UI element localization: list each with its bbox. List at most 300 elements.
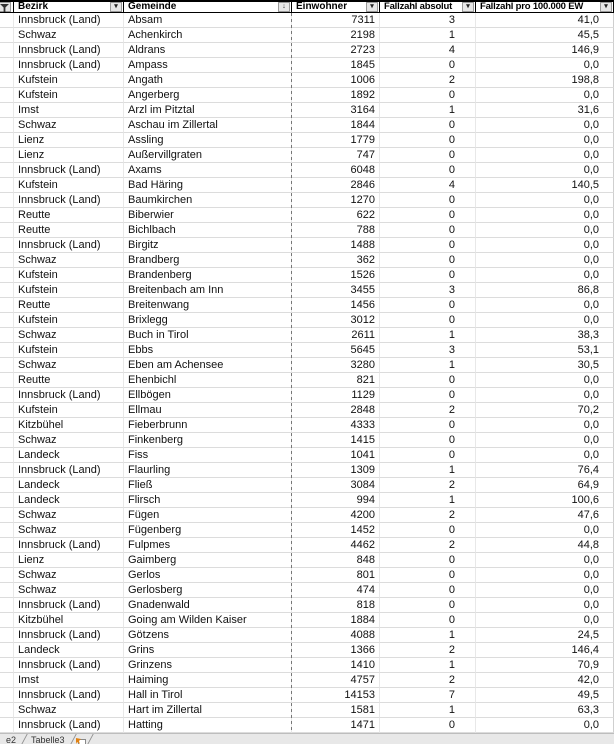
cell-einwohner[interactable]: 5645	[292, 343, 380, 358]
cell-fallzahl-pro-100000-ew[interactable]: 0,0	[476, 223, 614, 238]
cell-einwohner[interactable]: 818	[292, 598, 380, 613]
cell-fallzahl-pro-100000-ew[interactable]: 0,0	[476, 193, 614, 208]
cell-stub[interactable]	[0, 643, 14, 658]
cell-fallzahl-absolut[interactable]: 1	[380, 658, 476, 673]
cell-bezirk[interactable]: Innsbruck (Land)	[14, 688, 124, 703]
cell-fallzahl-pro-100000-ew[interactable]: 0,0	[476, 88, 614, 103]
cell-gemeinde[interactable]: Gaimberg	[124, 553, 292, 568]
cell-fallzahl-absolut[interactable]: 0	[380, 718, 476, 733]
cell-stub[interactable]	[0, 343, 14, 358]
cell-stub[interactable]	[0, 703, 14, 718]
cell-fallzahl-pro-100000-ew[interactable]: 0,0	[476, 613, 614, 628]
table-row	[0, 568, 614, 583]
cell-bezirk[interactable]: Kufstein	[14, 283, 124, 298]
cell-gemeinde[interactable]: Ellmau	[124, 403, 292, 418]
insert-sheet-icon[interactable]	[76, 735, 86, 744]
cell-fallzahl-absolut[interactable]: 0	[380, 58, 476, 73]
cell-einwohner[interactable]: 1452	[292, 523, 380, 538]
cell-einwohner[interactable]: 1884	[292, 613, 380, 628]
cell-gemeinde[interactable]: Gnadenwald	[124, 598, 292, 613]
cell-gemeinde[interactable]: Eben am Achensee	[124, 358, 292, 373]
cell-fallzahl-absolut[interactable]: 0	[380, 388, 476, 403]
cell-fallzahl-pro-100000-ew[interactable]: 140,5	[476, 178, 614, 193]
cell-fallzahl-absolut[interactable]: 0	[380, 253, 476, 268]
cell-bezirk[interactable]: Reutte	[14, 298, 124, 313]
cell-fallzahl-absolut[interactable]: 0	[380, 313, 476, 328]
cell-einwohner[interactable]: 2723	[292, 43, 380, 58]
cell-bezirk[interactable]: Innsbruck (Land)	[14, 628, 124, 643]
cell-stub[interactable]	[0, 508, 14, 523]
cell-gemeinde[interactable]: Brandberg	[124, 253, 292, 268]
cell-fallzahl-absolut[interactable]: 2	[380, 73, 476, 88]
cell-einwohner[interactable]: 3455	[292, 283, 380, 298]
column-header-fallzahl-pro-100000-ew: Fallzahl pro 100.000 EW	[480, 2, 584, 12]
cell-bezirk[interactable]: Schwaz	[14, 253, 124, 268]
cell-bezirk[interactable]: Reutte	[14, 208, 124, 223]
cell-einwohner[interactable]: 3164	[292, 103, 380, 118]
cell-gemeinde[interactable]: Fügen	[124, 508, 292, 523]
cell-einwohner[interactable]: 1410	[292, 658, 380, 673]
cell-stub[interactable]	[0, 628, 14, 643]
cell-gemeinde[interactable]: Bichlbach	[124, 223, 292, 238]
cell-einwohner[interactable]: 4757	[292, 673, 380, 688]
cell-bezirk[interactable]: Innsbruck (Land)	[14, 58, 124, 73]
cell-gemeinde[interactable]: Ellbögen	[124, 388, 292, 403]
cell-gemeinde[interactable]: Breitenwang	[124, 298, 292, 313]
cell-gemeinde[interactable]: Hatting	[124, 718, 292, 733]
cell-fallzahl-absolut[interactable]: 1	[380, 628, 476, 643]
cell-fallzahl-pro-100000-ew[interactable]: 0,0	[476, 148, 614, 163]
cell-bezirk[interactable]: Schwaz	[14, 508, 124, 523]
cell-gemeinde[interactable]: Götzens	[124, 628, 292, 643]
cell-einwohner[interactable]: 994	[292, 493, 380, 508]
cell-stub[interactable]	[0, 28, 14, 43]
cell-fallzahl-absolut[interactable]: 0	[380, 223, 476, 238]
cell-bezirk[interactable]: Kitzbühel	[14, 418, 124, 433]
cell-einwohner[interactable]: 4200	[292, 508, 380, 523]
cell-gemeinde[interactable]: Brixlegg	[124, 313, 292, 328]
cell-fallzahl-pro-100000-ew[interactable]: 0,0	[476, 268, 614, 283]
cell-fallzahl-pro-100000-ew[interactable]: 49,5	[476, 688, 614, 703]
cell-stub[interactable]	[0, 223, 14, 238]
cell-einwohner[interactable]: 1488	[292, 238, 380, 253]
cell-fallzahl-absolut[interactable]: 1	[380, 103, 476, 118]
cell-fallzahl-pro-100000-ew[interactable]: 0,0	[476, 253, 614, 268]
cell-fallzahl-absolut[interactable]: 0	[380, 523, 476, 538]
cell-stub[interactable]	[0, 658, 14, 673]
cell-einwohner[interactable]: 3012	[292, 313, 380, 328]
cell-fallzahl-pro-100000-ew[interactable]: 30,5	[476, 358, 614, 373]
cell-einwohner[interactable]: 821	[292, 373, 380, 388]
filter-dropdown-button[interactable]: ▾	[462, 2, 474, 12]
cell-stub[interactable]	[0, 313, 14, 328]
filter-dropdown-button[interactable]: ▾	[366, 2, 378, 12]
cell-bezirk[interactable]: Schwaz	[14, 358, 124, 373]
cell-fallzahl-pro-100000-ew[interactable]: 0,0	[476, 418, 614, 433]
cell-fallzahl-absolut[interactable]: 3	[380, 283, 476, 298]
cell-einwohner[interactable]: 1366	[292, 643, 380, 658]
cell-fallzahl-pro-100000-ew[interactable]: 42,0	[476, 673, 614, 688]
cell-einwohner[interactable]: 6048	[292, 163, 380, 178]
cell-fallzahl-pro-100000-ew[interactable]: 0,0	[476, 433, 614, 448]
cell-fallzahl-pro-100000-ew[interactable]: 64,9	[476, 478, 614, 493]
cell-fallzahl-pro-100000-ew[interactable]: 70,2	[476, 403, 614, 418]
cell-einwohner[interactable]: 4333	[292, 418, 380, 433]
cell-stub[interactable]	[0, 208, 14, 223]
cell-fallzahl-absolut[interactable]: 4	[380, 43, 476, 58]
cell-fallzahl-absolut[interactable]: 1	[380, 703, 476, 718]
cell-fallzahl-absolut[interactable]: 0	[380, 208, 476, 223]
cell-bezirk[interactable]: Kufstein	[14, 178, 124, 193]
cell-einwohner[interactable]: 2846	[292, 178, 380, 193]
cell-bezirk[interactable]: Lienz	[14, 133, 124, 148]
cell-stub[interactable]	[0, 103, 14, 118]
cell-fallzahl-absolut[interactable]: 2	[380, 508, 476, 523]
cell-stub[interactable]	[0, 193, 14, 208]
cell-bezirk[interactable]: Innsbruck (Land)	[14, 658, 124, 673]
cell-fallzahl-pro-100000-ew[interactable]: 0,0	[476, 118, 614, 133]
cell-gemeinde[interactable]: Gerlos	[124, 568, 292, 583]
cell-fallzahl-pro-100000-ew[interactable]: 41,0	[476, 13, 614, 28]
cell-gemeinde[interactable]: Fieberbrunn	[124, 418, 292, 433]
cell-einwohner[interactable]: 1270	[292, 193, 380, 208]
cell-stub[interactable]	[0, 268, 14, 283]
cell-stub[interactable]	[0, 688, 14, 703]
cell-bezirk[interactable]: Innsbruck (Land)	[14, 463, 124, 478]
cell-einwohner[interactable]: 4088	[292, 628, 380, 643]
cell-fallzahl-pro-100000-ew[interactable]: 0,0	[476, 448, 614, 463]
cell-einwohner[interactable]: 1526	[292, 268, 380, 283]
cell-bezirk[interactable]: Kufstein	[14, 88, 124, 103]
cell-einwohner[interactable]: 1581	[292, 703, 380, 718]
cell-bezirk[interactable]: Innsbruck (Land)	[14, 718, 124, 733]
cell-einwohner[interactable]: 1779	[292, 133, 380, 148]
cell-fallzahl-absolut[interactable]: 2	[380, 403, 476, 418]
cell-bezirk[interactable]: Lienz	[14, 148, 124, 163]
cell-bezirk[interactable]: Landeck	[14, 448, 124, 463]
cell-fallzahl-absolut[interactable]: 2	[380, 673, 476, 688]
cell-fallzahl-absolut[interactable]: 2	[380, 643, 476, 658]
cell-fallzahl-absolut[interactable]: 0	[380, 133, 476, 148]
filter-dropdown-button[interactable]: ▾	[110, 2, 122, 12]
cell-stub[interactable]	[0, 538, 14, 553]
cell-einwohner[interactable]: 1309	[292, 463, 380, 478]
cell-bezirk[interactable]: Innsbruck (Land)	[14, 598, 124, 613]
cell-fallzahl-absolut[interactable]: 1	[380, 28, 476, 43]
cell-fallzahl-absolut[interactable]: 0	[380, 448, 476, 463]
cell-gemeinde[interactable]: Grins	[124, 643, 292, 658]
cell-fallzahl-pro-100000-ew[interactable]: 0,0	[476, 133, 614, 148]
cell-gemeinde[interactable]: Aschau im Zillertal	[124, 118, 292, 133]
cell-gemeinde[interactable]: Fügenberg	[124, 523, 292, 538]
cell-fallzahl-pro-100000-ew[interactable]: 0,0	[476, 598, 614, 613]
cell-gemeinde[interactable]: Axams	[124, 163, 292, 178]
cell-fallzahl-pro-100000-ew[interactable]: 198,8	[476, 73, 614, 88]
cell-gemeinde[interactable]: Finkenberg	[124, 433, 292, 448]
cell-fallzahl-pro-100000-ew[interactable]: 0,0	[476, 313, 614, 328]
cell-bezirk[interactable]: Kitzbühel	[14, 613, 124, 628]
cell-fallzahl-pro-100000-ew[interactable]: 146,9	[476, 43, 614, 58]
cell-fallzahl-absolut[interactable]: 0	[380, 118, 476, 133]
cell-einwohner[interactable]: 2848	[292, 403, 380, 418]
cell-stub[interactable]	[0, 73, 14, 88]
cell-gemeinde[interactable]: Ebbs	[124, 343, 292, 358]
cell-fallzahl-absolut[interactable]: 0	[380, 193, 476, 208]
cell-bezirk[interactable]: Reutte	[14, 223, 124, 238]
cell-stub[interactable]	[0, 358, 14, 373]
cell-fallzahl-pro-100000-ew[interactable]: 0,0	[476, 298, 614, 313]
cell-fallzahl-pro-100000-ew[interactable]: 45,5	[476, 28, 614, 43]
cell-stub[interactable]	[0, 613, 14, 628]
cell-stub[interactable]	[0, 553, 14, 568]
cell-fallzahl-pro-100000-ew[interactable]: 0,0	[476, 58, 614, 73]
cell-gemeinde[interactable]: Haiming	[124, 673, 292, 688]
table-row	[0, 403, 614, 418]
cell-gemeinde[interactable]: Baumkirchen	[124, 193, 292, 208]
cell-bezirk[interactable]: Kufstein	[14, 403, 124, 418]
cell-einwohner[interactable]: 3280	[292, 358, 380, 373]
cell-einwohner[interactable]: 362	[292, 253, 380, 268]
cell-fallzahl-pro-100000-ew[interactable]: 24,5	[476, 628, 614, 643]
cell-gemeinde[interactable]: Birgitz	[124, 238, 292, 253]
cell-einwohner[interactable]: 1129	[292, 388, 380, 403]
cell-einwohner[interactable]: 1892	[292, 88, 380, 103]
cell-stub[interactable]	[0, 43, 14, 58]
cell-gemeinde[interactable]: Außervillgraten	[124, 148, 292, 163]
filter-funnel-icon[interactable]	[0, 2, 11, 12]
cell-fallzahl-absolut[interactable]: 0	[380, 553, 476, 568]
cell-bezirk[interactable]: Innsbruck (Land)	[14, 388, 124, 403]
cell-fallzahl-absolut[interactable]: 4	[380, 178, 476, 193]
cell-fallzahl-absolut[interactable]: 0	[380, 148, 476, 163]
cell-fallzahl-absolut[interactable]: 3	[380, 13, 476, 28]
cell-bezirk[interactable]: Imst	[14, 673, 124, 688]
cell-einwohner[interactable]: 1041	[292, 448, 380, 463]
cell-gemeinde[interactable]: Arzl im Pitztal	[124, 103, 292, 118]
cell-stub[interactable]	[0, 328, 14, 343]
cell-stub[interactable]	[0, 58, 14, 73]
cell-einwohner[interactable]: 1415	[292, 433, 380, 448]
cell-fallzahl-absolut[interactable]: 1	[380, 463, 476, 478]
cell-bezirk[interactable]: Innsbruck (Land)	[14, 193, 124, 208]
cell-bezirk[interactable]: Schwaz	[14, 28, 124, 43]
cell-fallzahl-absolut[interactable]: 1	[380, 493, 476, 508]
cell-fallzahl-pro-100000-ew[interactable]: 0,0	[476, 523, 614, 538]
cell-einwohner[interactable]: 2198	[292, 28, 380, 43]
cell-fallzahl-pro-100000-ew[interactable]: 0,0	[476, 373, 614, 388]
cell-stub[interactable]	[0, 673, 14, 688]
cell-stub[interactable]	[0, 598, 14, 613]
cell-stub[interactable]	[0, 163, 14, 178]
cell-einwohner[interactable]: 2611	[292, 328, 380, 343]
cell-bezirk[interactable]: Lienz	[14, 553, 124, 568]
cell-fallzahl-pro-100000-ew[interactable]: 0,0	[476, 583, 614, 598]
cell-einwohner[interactable]: 1844	[292, 118, 380, 133]
cell-stub[interactable]	[0, 118, 14, 133]
cell-stub[interactable]	[0, 238, 14, 253]
cell-fallzahl-absolut[interactable]: 0	[380, 583, 476, 598]
cell-einwohner[interactable]: 14153	[292, 688, 380, 703]
cell-fallzahl-absolut[interactable]: 1	[380, 358, 476, 373]
cell-bezirk[interactable]: Innsbruck (Land)	[14, 238, 124, 253]
cell-einwohner[interactable]: 788	[292, 223, 380, 238]
cell-gemeinde[interactable]: Flirsch	[124, 493, 292, 508]
cell-gemeinde[interactable]: Fiss	[124, 448, 292, 463]
cell-einwohner[interactable]: 747	[292, 148, 380, 163]
cell-fallzahl-absolut[interactable]: 0	[380, 373, 476, 388]
cell-stub[interactable]	[0, 463, 14, 478]
cell-bezirk[interactable]: Reutte	[14, 373, 124, 388]
cell-stub[interactable]	[0, 478, 14, 493]
cell-einwohner[interactable]: 1845	[292, 58, 380, 73]
cell-fallzahl-absolut[interactable]: 0	[380, 613, 476, 628]
sort-filter-button[interactable]: ↓	[278, 2, 290, 12]
cell-fallzahl-pro-100000-ew[interactable]: 100,6	[476, 493, 614, 508]
cell-gemeinde[interactable]: Fulpmes	[124, 538, 292, 553]
cell-fallzahl-absolut[interactable]: 0	[380, 298, 476, 313]
cell-bezirk[interactable]: Kufstein	[14, 313, 124, 328]
filter-dropdown-button[interactable]: ▾	[600, 2, 612, 12]
cell-gemeinde[interactable]: Achenkirch	[124, 28, 292, 43]
cell-fallzahl-absolut[interactable]: 0	[380, 163, 476, 178]
cell-stub[interactable]	[0, 418, 14, 433]
cell-fallzahl-absolut[interactable]: 0	[380, 598, 476, 613]
cell-gemeinde[interactable]: Hall in Tirol	[124, 688, 292, 703]
cell-gemeinde[interactable]: Absam	[124, 13, 292, 28]
cell-bezirk[interactable]: Schwaz	[14, 583, 124, 598]
cell-einwohner[interactable]: 1456	[292, 298, 380, 313]
cell-fallzahl-absolut[interactable]: 2	[380, 538, 476, 553]
sheet-tab[interactable]: Tabelle3	[31, 735, 65, 744]
cell-stub[interactable]	[0, 13, 14, 28]
cell-stub[interactable]	[0, 493, 14, 508]
cell-fallzahl-pro-100000-ew[interactable]: 70,9	[476, 658, 614, 673]
cell-bezirk[interactable]: Landeck	[14, 493, 124, 508]
cell-gemeinde[interactable]: Angerberg	[124, 88, 292, 103]
cell-fallzahl-pro-100000-ew[interactable]: 0,0	[476, 208, 614, 223]
cell-fallzahl-pro-100000-ew[interactable]: 0,0	[476, 238, 614, 253]
cell-stub[interactable]	[0, 718, 14, 733]
cell-fallzahl-absolut[interactable]: 7	[380, 688, 476, 703]
cell-stub[interactable]	[0, 298, 14, 313]
cell-fallzahl-absolut[interactable]: 0	[380, 418, 476, 433]
cell-gemeinde[interactable]: Brandenberg	[124, 268, 292, 283]
cell-bezirk[interactable]: Innsbruck (Land)	[14, 43, 124, 58]
cell-stub[interactable]	[0, 133, 14, 148]
cell-einwohner[interactable]: 4462	[292, 538, 380, 553]
cell-gemeinde[interactable]: Biberwier	[124, 208, 292, 223]
cell-fallzahl-pro-100000-ew[interactable]: 63,3	[476, 703, 614, 718]
cell-bezirk[interactable]: Innsbruck (Land)	[14, 13, 124, 28]
cell-bezirk[interactable]: Innsbruck (Land)	[14, 538, 124, 553]
cell-gemeinde[interactable]: Flaurling	[124, 463, 292, 478]
cell-bezirk[interactable]: Schwaz	[14, 118, 124, 133]
cell-fallzahl-pro-100000-ew[interactable]: 86,8	[476, 283, 614, 298]
cell-gemeinde[interactable]: Ehenbichl	[124, 373, 292, 388]
cell-einwohner[interactable]: 7311	[292, 13, 380, 28]
cell-gemeinde[interactable]: Bad Häring	[124, 178, 292, 193]
cell-gemeinde[interactable]: Grinzens	[124, 658, 292, 673]
cell-gemeinde[interactable]: Hart im Zillertal	[124, 703, 292, 718]
cell-fallzahl-pro-100000-ew[interactable]: 146,4	[476, 643, 614, 658]
cell-fallzahl-pro-100000-ew[interactable]: 38,3	[476, 328, 614, 343]
cell-fallzahl-pro-100000-ew[interactable]: 0,0	[476, 388, 614, 403]
cell-bezirk[interactable]: Imst	[14, 103, 124, 118]
cell-fallzahl-pro-100000-ew[interactable]: 76,4	[476, 463, 614, 478]
cell-bezirk[interactable]: Schwaz	[14, 523, 124, 538]
cell-bezirk[interactable]: Schwaz	[14, 433, 124, 448]
cell-gemeinde[interactable]: Fließ	[124, 478, 292, 493]
cell-einwohner[interactable]: 801	[292, 568, 380, 583]
cell-einwohner[interactable]: 1006	[292, 73, 380, 88]
cell-stub[interactable]	[0, 373, 14, 388]
cell-einwohner[interactable]: 622	[292, 208, 380, 223]
cell-stub[interactable]	[0, 523, 14, 538]
cell-bezirk[interactable]: Kufstein	[14, 268, 124, 283]
cell-einwohner[interactable]: 848	[292, 553, 380, 568]
cell-stub[interactable]	[0, 448, 14, 463]
cell-stub[interactable]	[0, 283, 14, 298]
cell-gemeinde[interactable]: Buch in Tirol	[124, 328, 292, 343]
cell-gemeinde[interactable]: Aldrans	[124, 43, 292, 58]
cell-fallzahl-absolut[interactable]: 0	[380, 568, 476, 583]
cell-fallzahl-pro-100000-ew[interactable]: 47,6	[476, 508, 614, 523]
cell-fallzahl-pro-100000-ew[interactable]: 0,0	[476, 163, 614, 178]
cell-fallzahl-absolut[interactable]: 1	[380, 328, 476, 343]
cell-gemeinde[interactable]: Breitenbach am Inn	[124, 283, 292, 298]
cell-fallzahl-pro-100000-ew[interactable]: 0,0	[476, 718, 614, 733]
cell-gemeinde[interactable]: Assling	[124, 133, 292, 148]
cell-fallzahl-absolut[interactable]: 2	[380, 478, 476, 493]
cell-gemeinde[interactable]: Ampass	[124, 58, 292, 73]
cell-bezirk[interactable]: Schwaz	[14, 328, 124, 343]
cell-gemeinde[interactable]: Angath	[124, 73, 292, 88]
cell-stub[interactable]	[0, 88, 14, 103]
cell-gemeinde[interactable]: Going am Wilden Kaiser	[124, 613, 292, 628]
cell-stub[interactable]	[0, 433, 14, 448]
cell-stub[interactable]	[0, 403, 14, 418]
cell-fallzahl-pro-100000-ew[interactable]: 53,1	[476, 343, 614, 358]
cell-fallzahl-absolut[interactable]: 0	[380, 88, 476, 103]
cell-fallzahl-absolut[interactable]: 0	[380, 238, 476, 253]
cell-fallzahl-pro-100000-ew[interactable]: 0,0	[476, 553, 614, 568]
cell-einwohner[interactable]: 474	[292, 583, 380, 598]
cell-stub[interactable]	[0, 178, 14, 193]
cell-bezirk[interactable]: Kufstein	[14, 73, 124, 88]
cell-fallzahl-pro-100000-ew[interactable]: 31,6	[476, 103, 614, 118]
cell-bezirk[interactable]: Kufstein	[14, 343, 124, 358]
cell-bezirk[interactable]: Landeck	[14, 643, 124, 658]
cell-fallzahl-pro-100000-ew[interactable]: 44,8	[476, 538, 614, 553]
cell-bezirk[interactable]: Schwaz	[14, 568, 124, 583]
cell-einwohner[interactable]: 1471	[292, 718, 380, 733]
cell-bezirk[interactable]: Landeck	[14, 478, 124, 493]
cell-fallzahl-absolut[interactable]: 3	[380, 343, 476, 358]
cell-bezirk[interactable]: Innsbruck (Land)	[14, 163, 124, 178]
cell-einwohner[interactable]: 3084	[292, 478, 380, 493]
cell-gemeinde[interactable]: Gerlosberg	[124, 583, 292, 598]
cell-bezirk[interactable]: Schwaz	[14, 703, 124, 718]
cell-stub[interactable]	[0, 568, 14, 583]
cell-fallzahl-absolut[interactable]: 0	[380, 268, 476, 283]
cell-fallzahl-pro-100000-ew[interactable]: 0,0	[476, 568, 614, 583]
cell-stub[interactable]	[0, 253, 14, 268]
sheet-tab-partial[interactable]: e2	[6, 735, 17, 744]
cell-stub[interactable]	[0, 148, 14, 163]
cell-stub[interactable]	[0, 388, 14, 403]
cell-fallzahl-absolut[interactable]: 0	[380, 433, 476, 448]
cell-stub[interactable]	[0, 583, 14, 598]
